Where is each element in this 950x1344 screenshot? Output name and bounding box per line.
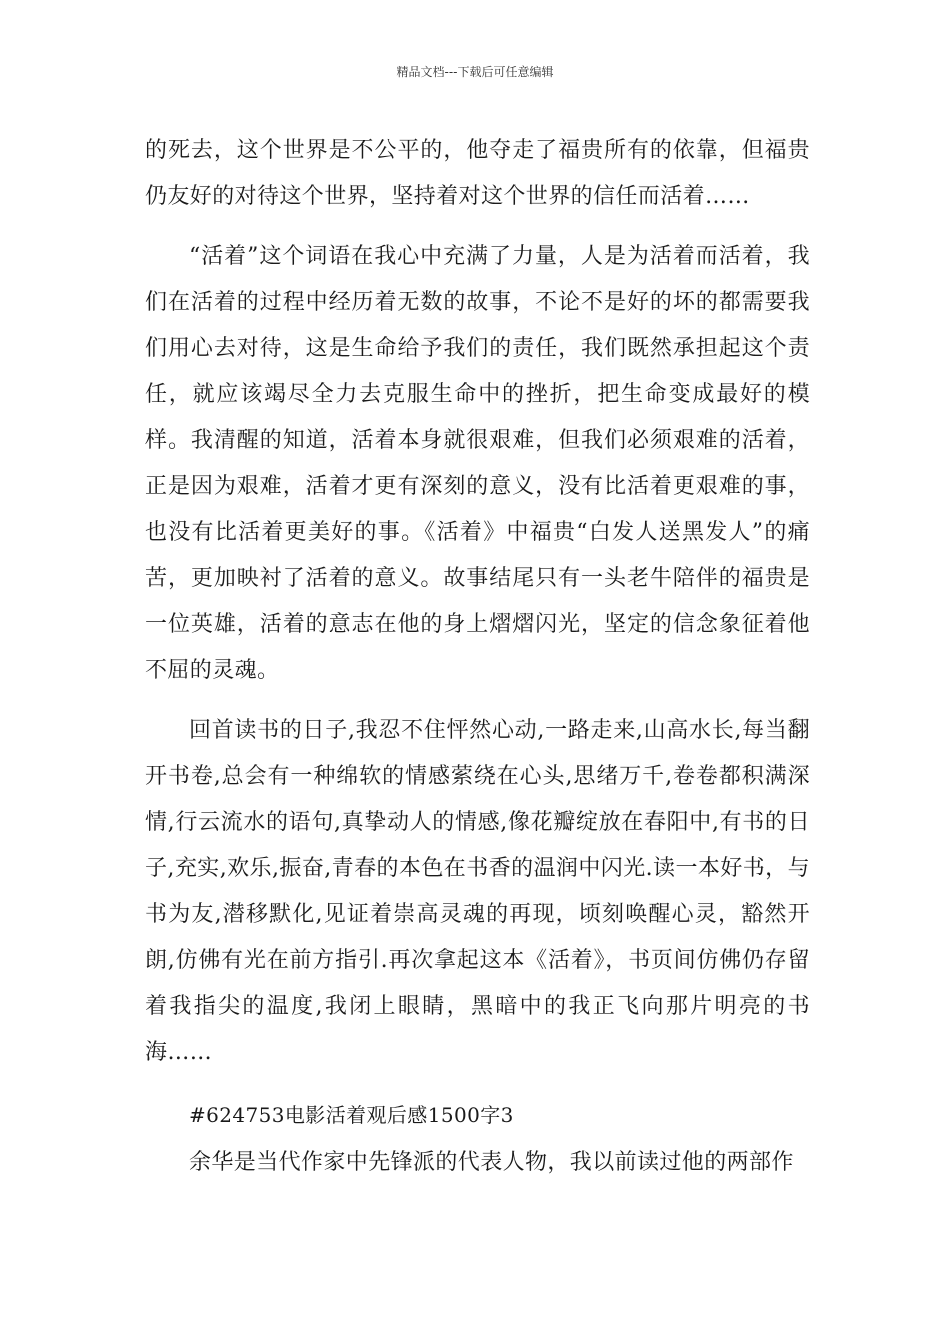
paragraph-4: 余华是当代作家中先锋派的代表人物，我以前读过他的两部作 [189, 1150, 794, 1175]
page-header: 精品文档---下载后可任意编辑 [396, 65, 554, 79]
document-body [145, 128, 810, 1186]
paragraph-2: “活着”这个词语在我心中充满了力量，人是为活着而活着，我们在活着的过程中经历着无数的故事，不论不是好的坏的都需要我们用心去对待，这是生命给予我们的责任，我们既然承担起这个责任，就应该竭尽全力去克服生命中的挫折，把生命变成最好的模样。我清醒的知道，活着本身就很艰难，但我们必须艰难的活着，正是因为艰难，活着才更有深刻的意义，没有比活着更艰难的事，也没有比活着更美好的事。《活着》中福贵“白发人送黑发人”的痛苦，更加映衬了活着的意义。故事结尾只有一头老牛陪伴的福贵是一位英雄，活着的意志在他的身上熠熠闪光，坚定的信念象征着他不屈的灵魂。 [145, 244, 810, 683]
section-heading: #624753电影活着观后感1500字3 [189, 1103, 514, 1127]
paragraph-1: 的死去，这个世界是不公平的，他夺走了福贵所有的依靠，但福贵仍友好的对待这个世界，坚持着对这个世界的信任而活着…… [145, 138, 810, 209]
paragraph-3: 回首读书的日子,我忍不住怦然心动,一路走来,山高水长,每当翻开书卷,总会有一种绵软的情感萦绕在心头,思绪万千,卷卷都积满深情,行云流水的语句,真挚动人的情感,像花瓣绽放在春阳中,有书的日子,充实,欢乐,振奋,青春的本色在书香的温润中闪光.读一本好书，与书为友,潜移默化,见证着崇高灵魂的再现，顷刻唤醒心灵，豁然开朗,仿佛有光在前方指引.再次拿起这本《活着》，书页间仿佛仍存留着我指尖的温度,我闭上眼睛，黑暗中的我正飞向那片明亮的书海…… [145, 718, 810, 1065]
